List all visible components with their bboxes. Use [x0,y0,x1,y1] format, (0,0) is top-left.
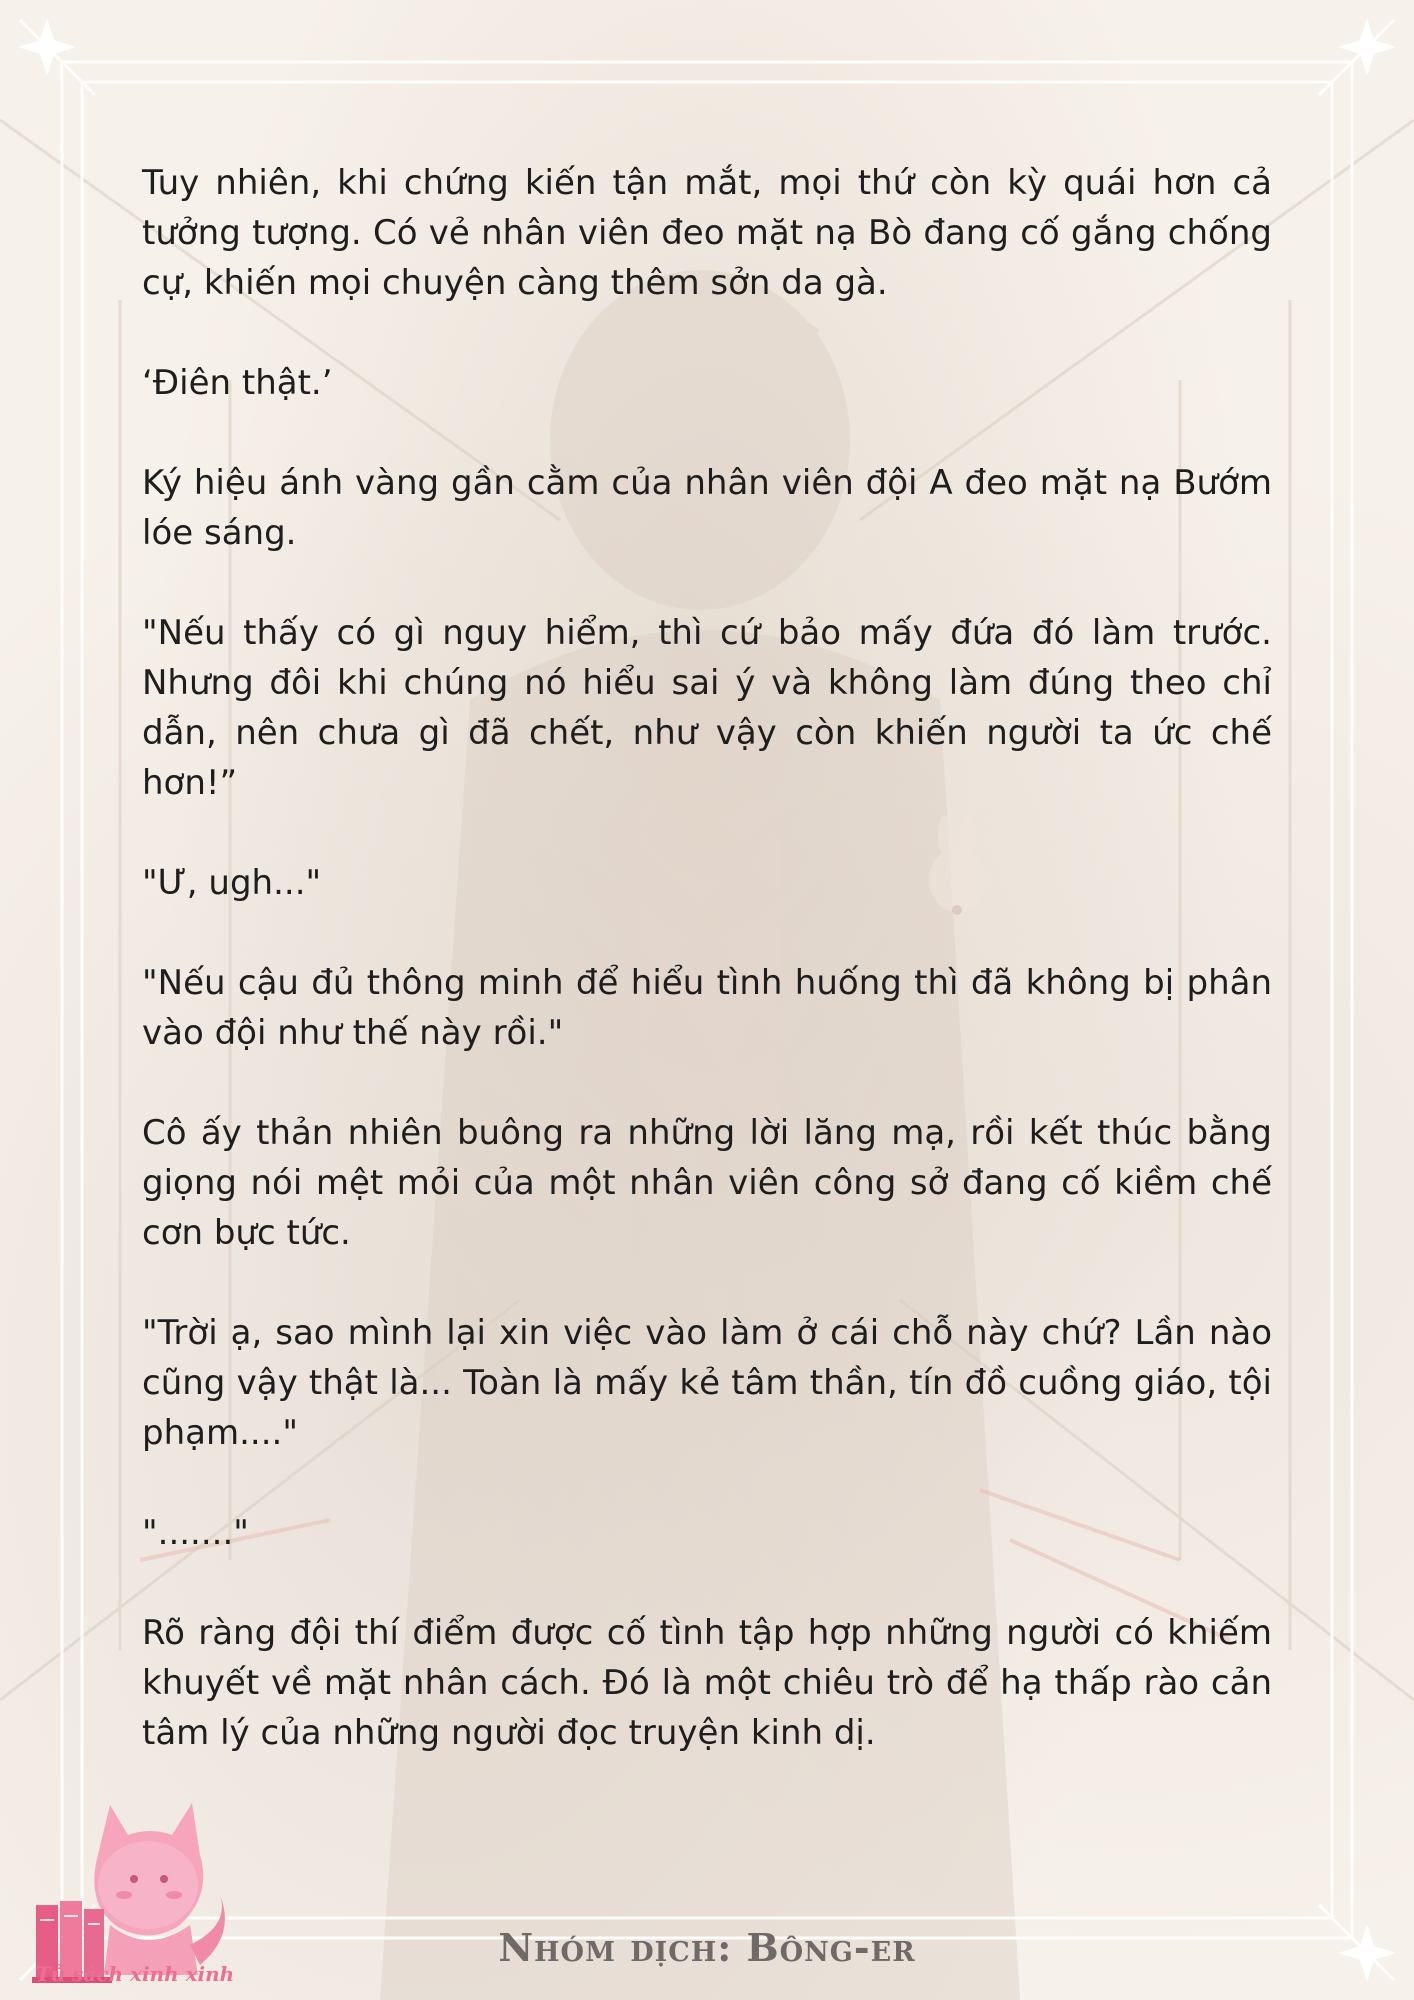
paragraph: "......." [142,1513,249,1553]
translator-credit: Nhóm dịch: Bông-er [498,1925,916,1970]
paragraph: Cô ấy thản nhiên buông ra những lời lăng mạ, rồi kết thúc bằng giọng nói mệt mỏi của một nhân viên công sở đang cố kiềm chế cơn bực tức. [142,1113,1272,1253]
paragraph: "Nếu thấy có gì nguy hiểm, thì cứ bảo mấy đứa đó làm trước. Nhưng đôi khi chúng nó hiểu sai ý và không làm đúng theo chỉ dẫn, nên chưa gì đã chết, như vậy còn khiến người ta ức chế hơn!” [142,613,1272,803]
paragraph: Ký hiệu ánh vàng gần cằm của nhân viên đội A đeo mặt nạ Bướm lóe sáng. [142,463,1272,553]
paragraph: "Ư, ugh..." [142,863,322,903]
paragraph: "Trời ạ, sao mình lại xin việc vào làm ở cái chỗ này chứ? Lần nào cũng vậy thật là... Toàn là mấy kẻ tâm thần, tín đồ cuồng giáo, tội phạm...." [142,1313,1272,1453]
paragraph: Rõ ràng đội thí điểm được cố tình tập hợp những người có khiếm khuyết về mặt nhân cách. Đó là một chiêu trò để hạ thấp rào cản tâm lý của những người đọc truyện kinh dị. [142,1613,1272,1753]
paragraph: Tuy nhiên, khi chứng kiến tận mắt, mọi thứ còn kỳ quái hơn cả tưởng tượng. Có vẻ nhân viên đeo mặt nạ Bò đang cố gắng chống cự, khiến mọi chuyện càng thêm sởn da gà. [142,163,1272,303]
story-text [142,158,1272,1808]
logo-caption: Tủ sách xinh xinh [35,1962,235,1986]
paragraph: "Nếu cậu đủ thông minh để hiểu tình huống thì đã không bị phân vào đội như thế này rồi." [142,963,1272,1053]
paragraph: ‘Điên thật.’ [142,363,333,403]
